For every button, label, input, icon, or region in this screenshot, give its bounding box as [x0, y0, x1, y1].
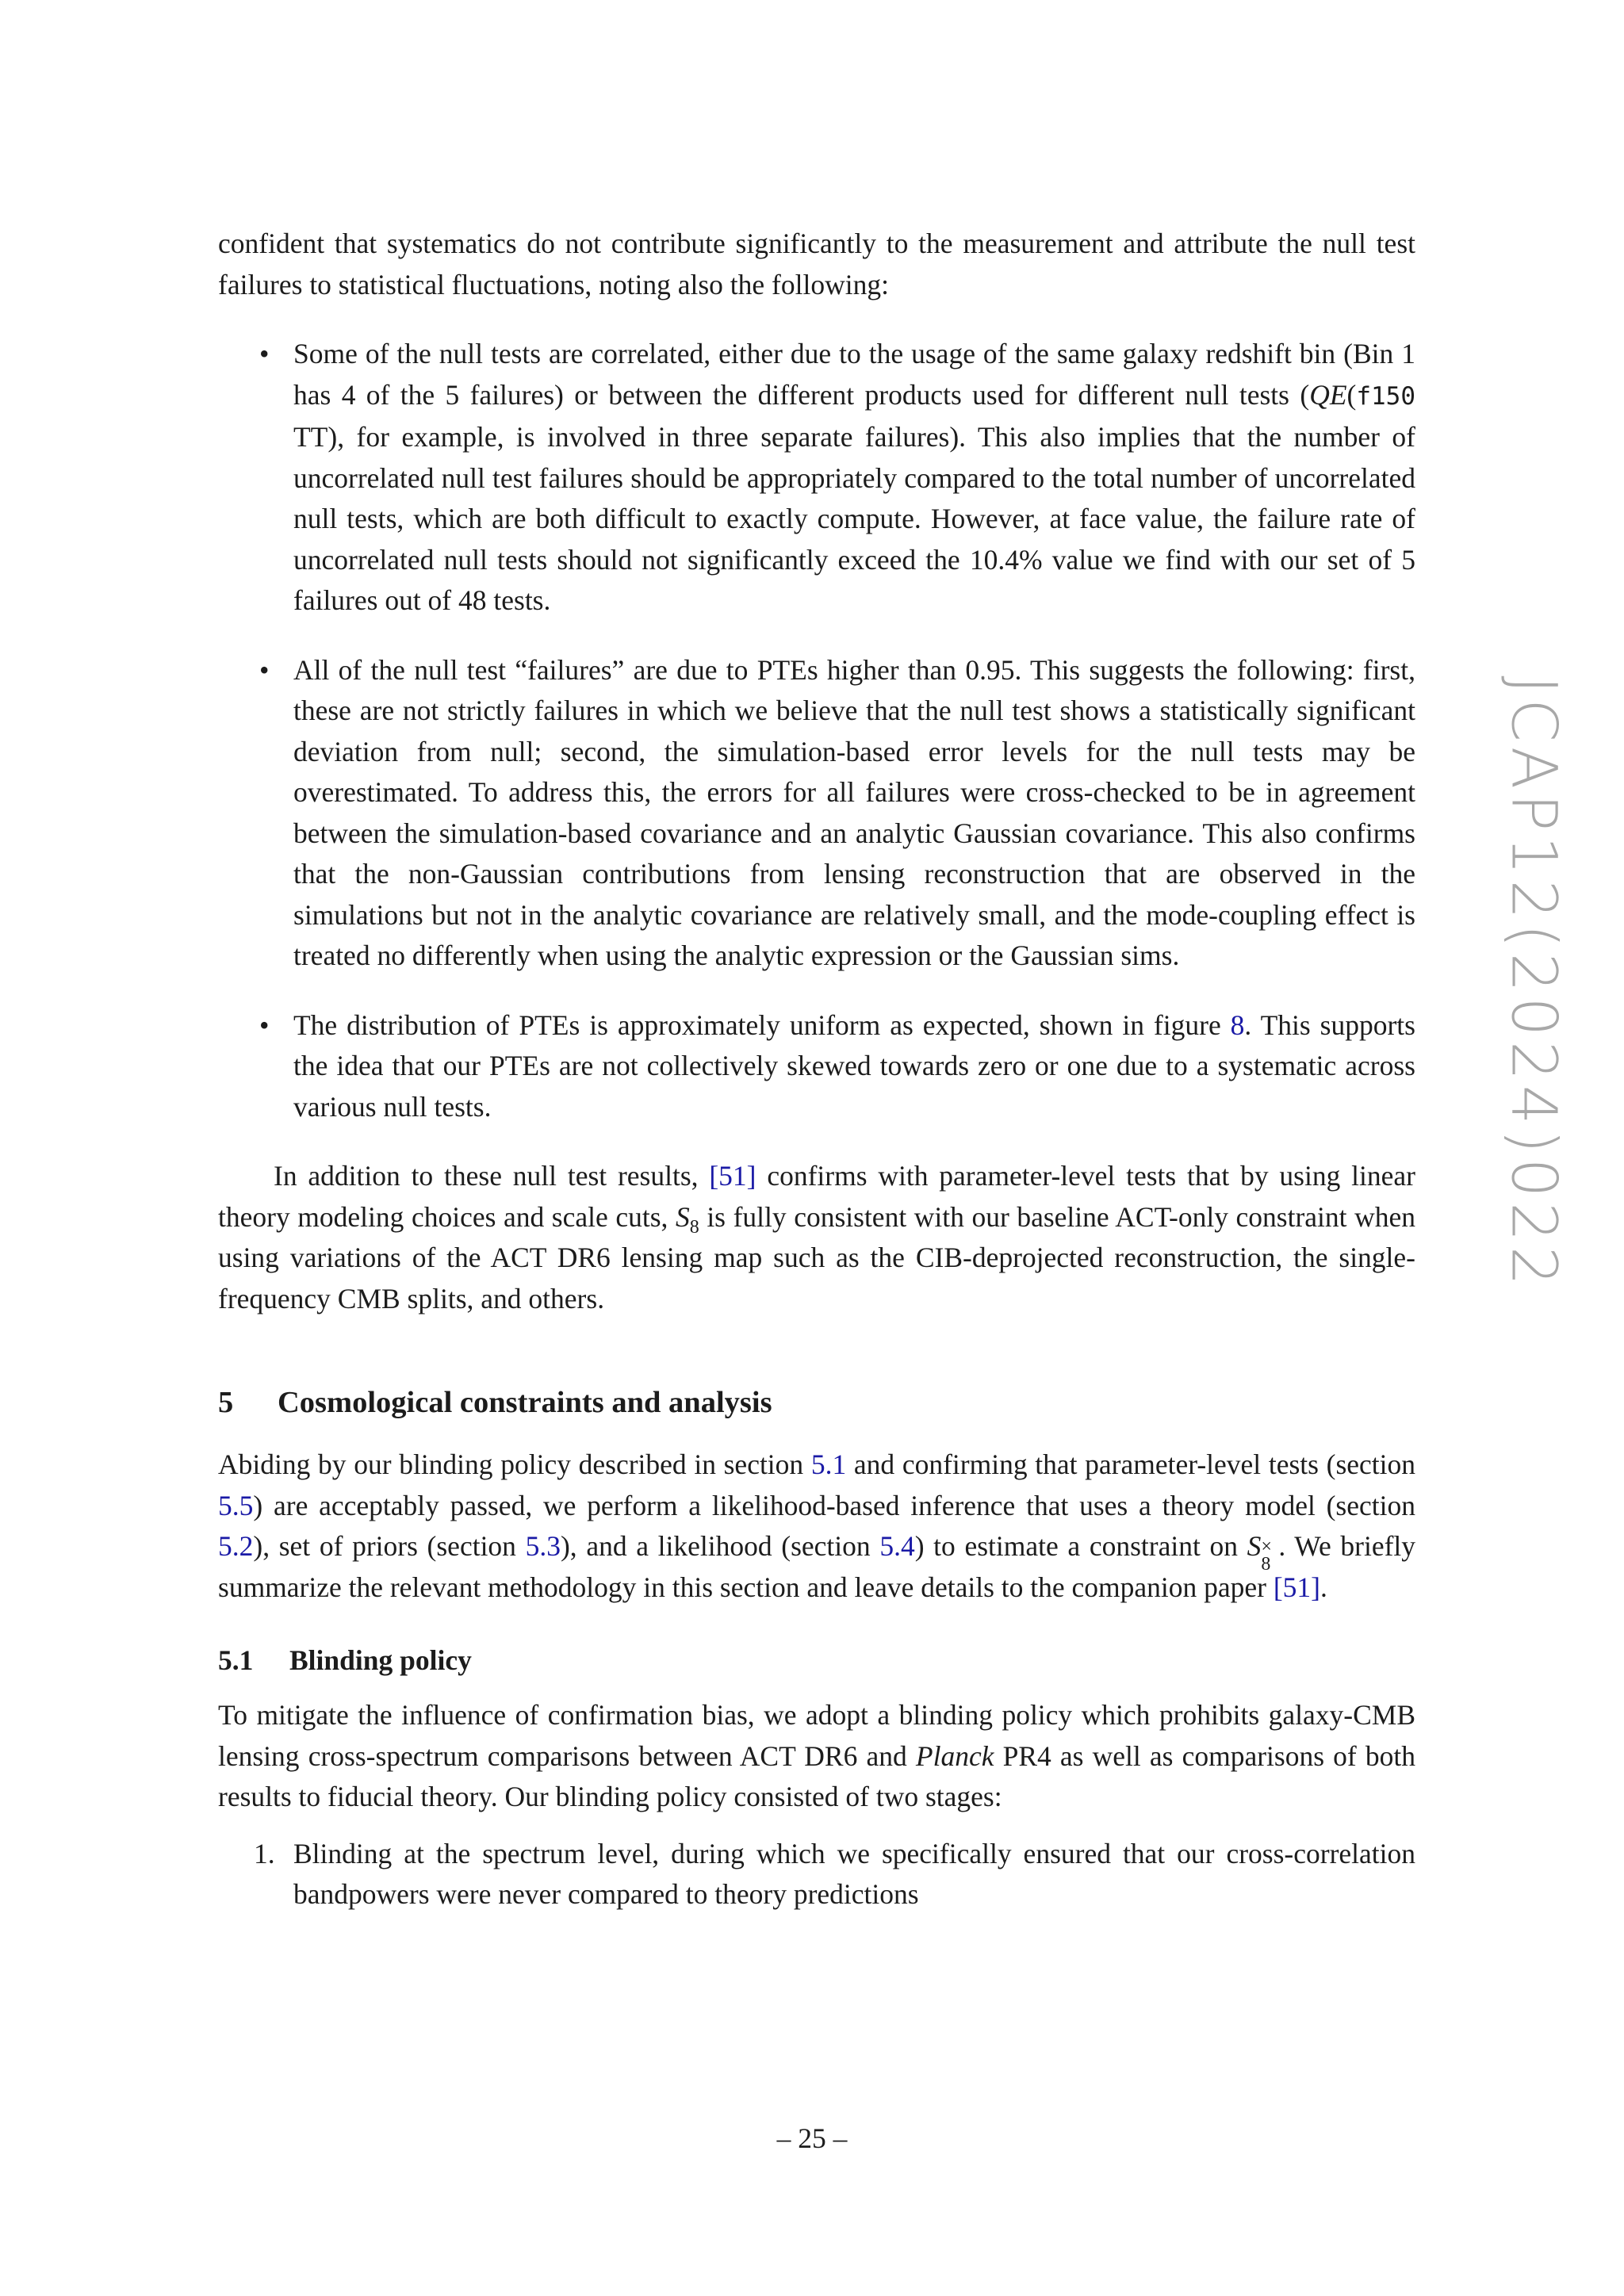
journal-watermark	[1496, 610, 1572, 1356]
list-item	[218, 1834, 1415, 1915]
intro-paragraph: confident that systematics do not contribute significantly to the measurement and attribute the null test failures to statistical fluctuations, noting also the following:	[218, 228, 1415, 300]
bullet-paragraph: The distribution of PTEs is approximately uniform as expected, shown in figure 8. This supports the idea that our PTEs are not collectively skewed towards zero or one due to a systematic across various null tests.	[293, 1008, 1415, 1123]
journal-watermark-text: JCAP12(2024)022	[1498, 675, 1570, 1291]
page-number: – 25 –	[776, 2122, 848, 2154]
mitigate-paragraph: To mitigate the influence of confirmation bias, we adopt a blinding policy which prohibits galaxy-CMB lensing cross-spectrum comparisons between ACT DR6 and Planck PR4 as well as comparisons of both results to fiducial theory. Our blinding policy consisted of two stages:	[218, 1699, 1416, 1812]
citation-link[interactable]: [51]	[1273, 1571, 1321, 1603]
item-number: 1.	[254, 1837, 275, 1869]
section-link[interactable]: 5.3	[525, 1530, 561, 1562]
addition-paragraph: In addition to these null test results, [51] confirms with parameter-level tests that by using linear theory modeling choices and scale cuts, $S_8$ is fully consistent with our baseline ACT-only constraint when using variations of the ACT DR6 lensing map such as the CIB-deprojected reconstruction, the single-frequency CMB splits, and others.	[218, 1160, 1416, 1314]
list-item	[218, 334, 1415, 622]
list-item	[218, 650, 1415, 977]
section-heading: 5 Cosmological constraints and analysis	[218, 1386, 772, 1419]
subsection-heading: 5.1 Blinding policy	[218, 1644, 472, 1676]
figure-link[interactable]: 8	[1230, 1008, 1245, 1041]
bullet-icon: •	[259, 653, 270, 686]
section-link[interactable]: 5.2	[218, 1530, 254, 1562]
list-item	[218, 1005, 1415, 1128]
citation-link[interactable]: [51]	[709, 1160, 756, 1192]
section-link[interactable]: 5.5	[218, 1489, 254, 1521]
section-link[interactable]: 5.1	[810, 1448, 847, 1480]
abiding-paragraph: Abiding by our blinding policy described in section 5.1 and confirming that parameter-level tests (section 5.5) are acceptably passed, we perform a likelihood-based inference that uses a theory model (section 5.2), set of priors (section 5.3), and a likelihood (section 5.4) to estimate a constraint on S × 8 . We briefly summarize the relevant methodology in this section and leave details to the companion paper [51].	[218, 1448, 1416, 1603]
section-link[interactable]: 5.4	[879, 1530, 915, 1562]
bullet-icon: •	[259, 1008, 270, 1041]
page-body	[218, 224, 1415, 1915]
bullet-paragraph: All of the null test “failures” are due to PTEs higher than 0.95. This suggests the following: first, these are not strictly failures in which we believe that the null test shows a statistically significant deviation from null; second, the simulation-based error levels for the null tests may be overestimated. To address this, the errors for all failures were cross-checked to be in agreement between the simulation-based covariance and an analytic Gaussian covariance. This also confirms that the non-Gaussian contributions from lensing reconstruction that are observed in the simulations but not in the analytic covariance are relatively small, and the mode-coupling effect is treated no differently when using the analytic expression or the Gaussian sims.	[293, 653, 1415, 971]
enum-paragraph: Blinding at the spectrum level, during which we specifically ensured that our cross-correlation bandpowers were never compared to theory predictions	[293, 1837, 1415, 1910]
bullet-icon: •	[259, 338, 270, 369]
null-test-notes-list	[218, 334, 1415, 1127]
bullet-paragraph: Some of the null tests are correlated, either due to the usage of the same galaxy redshift bin (Bin 1 has 4 of the 5 failures) or between the different products used for different null tests (QE(f150 TT), for example, is involved in three separate failures). This also implies that the number of uncorrelated null test failures should be appropriately compared to the total number of uncorrelated null tests, which are both difficult to exactly compute. However, at face value, the failure rate of uncorrelated null tests should not significantly exceed the 10.4% value we find with our set of 5 failures out of 48 tests.	[293, 338, 1415, 616]
blinding-stages-list	[218, 1834, 1415, 1915]
